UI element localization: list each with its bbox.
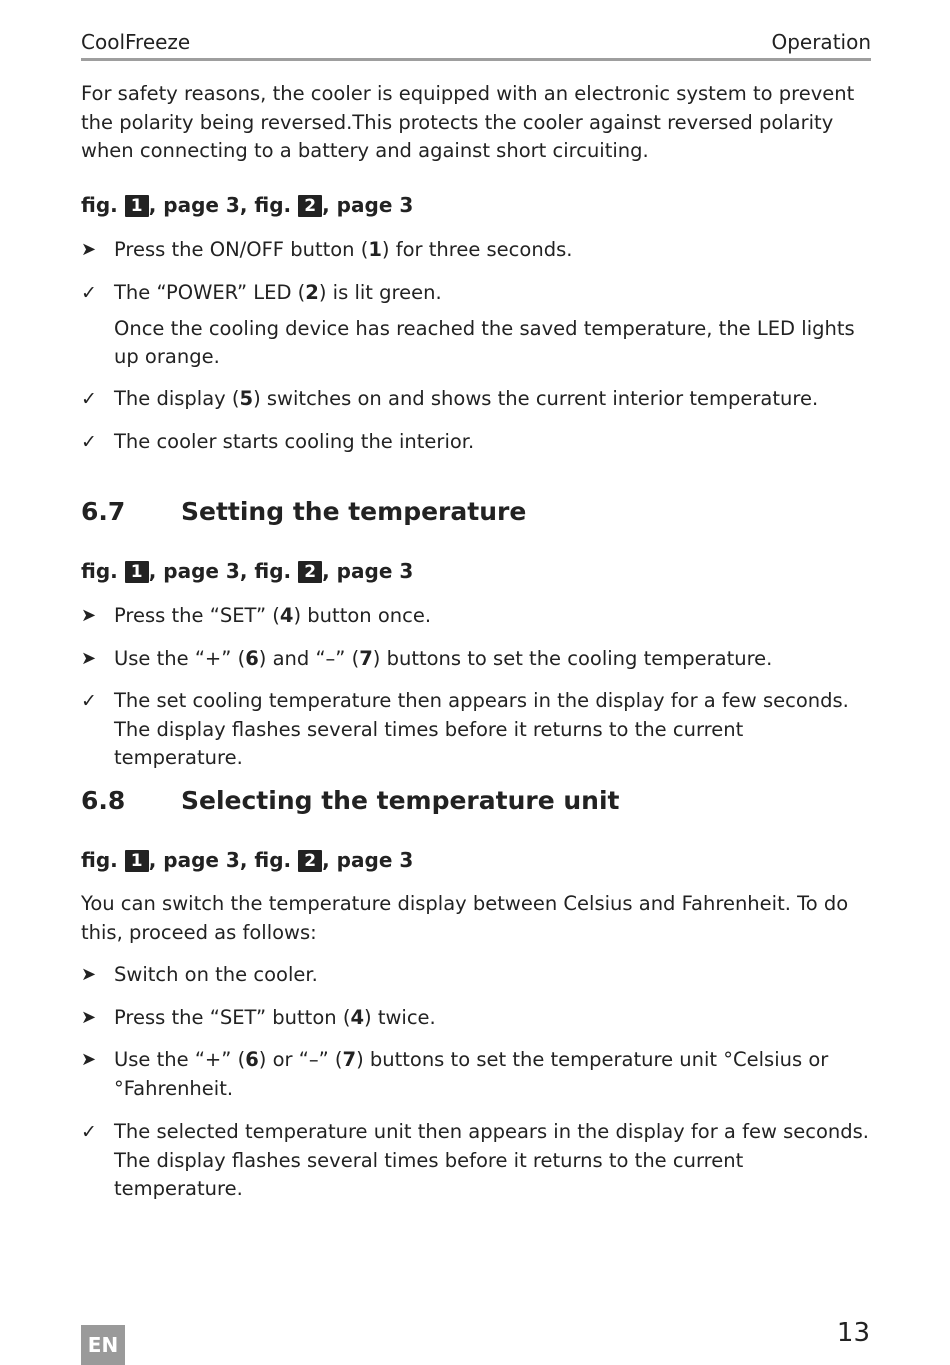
header-chapter: Operation <box>771 30 871 54</box>
figure-number-box: 1 <box>125 561 149 583</box>
intro-paragraph: For safety reasons, the cooler is equipped with an electronic system to prevent the polarity being reversed.This protects the cooler against reversed polarity when connecting to a battery and against short circuiting. <box>81 82 855 162</box>
step-list <box>81 1004 871 1033</box>
arrow-icon: ➤ <box>81 239 97 260</box>
result-note: Once the cooling device has reached the saved temperature, the LED lights up orange. <box>114 316 855 368</box>
figure-reference: fig. 1 , page 3, fig. 2 , page 3 <box>81 848 414 872</box>
arrow-icon: ➤ <box>81 1007 97 1028</box>
step-list <box>81 645 871 674</box>
result-list <box>81 687 871 773</box>
list-item: ➤ Use the “+” (6) or “–” (7) buttons to set the temperature unit °Celsius or °Fahrenheit. <box>81 1046 871 1103</box>
list-item: ✓ The “POWER” LED (2) is lit green. <box>81 279 871 308</box>
page-header <box>81 30 871 61</box>
section-heading: 6.8 Selecting the temperature unit <box>81 786 620 815</box>
figure-number-box: 2 <box>298 195 322 217</box>
section-heading: 6.7 Setting the temperature <box>81 497 527 526</box>
list-item: ✓ The cooler starts cooling the interior. <box>81 428 871 457</box>
step-list <box>81 602 871 631</box>
list-item: ✓ The set cooling temperature then appears in the display for a few seconds. The display flashes several times before it returns to the current temperature. <box>81 687 871 773</box>
figure-number-box: 2 <box>298 561 322 583</box>
arrow-icon: ➤ <box>81 964 97 985</box>
check-icon: ✓ <box>81 388 97 410</box>
arrow-icon: ➤ <box>81 1049 97 1070</box>
header-product: CoolFreeze <box>81 30 191 54</box>
list-item: ➤ Press the “SET” (4) button once. <box>81 602 871 631</box>
figure-reference: fig. 1 , page 3, fig. 2 , page 3 <box>81 193 414 217</box>
list-item: ➤ Press the “SET” button (4) twice. <box>81 1004 871 1033</box>
page-number: 13 <box>836 1318 870 1348</box>
result-list <box>81 1118 871 1204</box>
step-list <box>81 961 871 990</box>
result-list <box>81 385 871 414</box>
figure-number-box: 1 <box>125 850 149 872</box>
list-item: ✓ The display (5) switches on and shows the current interior temperature. <box>81 385 871 414</box>
list-item: ✓ The selected temperature unit then appears in the display for a few seconds. The display flashes several times before it returns to the current temperature. <box>81 1118 871 1204</box>
check-icon: ✓ <box>81 1121 97 1143</box>
section-intro: You can switch the temperature display between Celsius and Fahrenheit. To do this, proceed as follows: <box>81 892 849 944</box>
result-list <box>81 428 871 457</box>
list-item: ➤ Use the “+” (6) and “–” (7) buttons to set the cooling temperature. <box>81 645 871 674</box>
result-list <box>81 279 871 372</box>
check-icon: ✓ <box>81 431 97 453</box>
figure-number-box: 1 <box>125 195 149 217</box>
language-badge: EN <box>81 1325 125 1365</box>
figure-number-box: 2 <box>298 850 322 872</box>
check-icon: ✓ <box>81 690 97 712</box>
figure-reference: fig. 1 , page 3, fig. 2 , page 3 <box>81 559 414 583</box>
step-list <box>81 236 871 265</box>
step-list <box>81 1046 871 1103</box>
arrow-icon: ➤ <box>81 648 97 669</box>
check-icon: ✓ <box>81 282 97 304</box>
list-item: ➤ Switch on the cooler. <box>81 961 871 990</box>
arrow-icon: ➤ <box>81 605 97 626</box>
list-item: ➤ Press the ON/OFF button (1) for three seconds. <box>81 236 871 265</box>
